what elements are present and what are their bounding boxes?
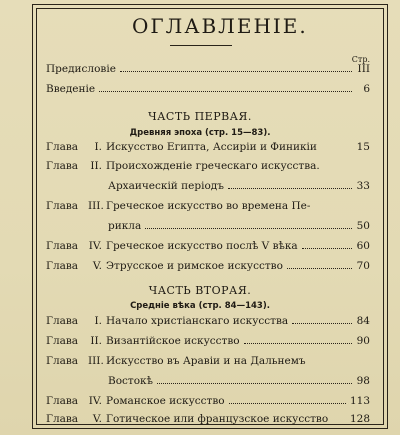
dot-leader: [287, 268, 352, 269]
toc-page-number: 84: [356, 315, 370, 327]
toc-row-chapter: [46, 313, 370, 327]
part-heading: ЧАСТЬ ВТОРАЯ.: [148, 284, 252, 297]
chapter-label: Глава: [46, 141, 79, 153]
dot-leader: [292, 323, 352, 324]
dot-leader: [229, 403, 346, 404]
era-subheading: Древняя эпоха (стр. 15—83).: [129, 128, 271, 138]
chapter-number: V.: [92, 413, 102, 425]
toc-entry-text: Архаическій періодъ: [108, 180, 224, 192]
dot-leader: [228, 188, 352, 189]
toc-row-chapter: [46, 258, 370, 272]
toc-row-chapter: [46, 411, 370, 425]
toc-page-number: 128: [349, 413, 370, 425]
toc-row-chapter: [46, 393, 370, 407]
toc-row-continuation: [108, 218, 370, 232]
chapter-number: I.: [94, 315, 102, 327]
toc-entry-text: Искусство Египта, Ассиріи и Финикіи: [106, 141, 317, 153]
toc-row-chapter: [46, 158, 370, 172]
toc-entry-text: Романское искусство: [106, 395, 225, 407]
chapter-label: Глава: [46, 160, 79, 172]
toc-page-number: 90: [356, 335, 370, 347]
dot-leader: [302, 248, 352, 249]
chapter-number: III.: [88, 355, 104, 367]
part-heading: ЧАСТЬ ПЕРВАЯ.: [148, 110, 252, 123]
chapter-label: Глава: [46, 315, 79, 327]
toc-page-number: 50: [356, 220, 370, 232]
toc-row-chapter: [46, 238, 370, 252]
toc-page-number: 70: [356, 260, 370, 272]
page-column-header: Стр.: [351, 55, 370, 64]
title-rule: [170, 45, 232, 46]
toc-page-number: 113: [349, 395, 370, 407]
dot-leader: [99, 91, 352, 92]
chapter-label: Глава: [46, 335, 79, 347]
toc-entry-text: Этрусское и римское искусство: [106, 260, 283, 272]
toc-entry-text: Происхожденіе греческаго искусства.: [106, 160, 320, 172]
era-subheading: Средніе вѣка (стр. 84—143).: [130, 301, 270, 311]
chapter-number: IV.: [88, 240, 102, 252]
toc-page-number: 33: [356, 180, 370, 192]
toc-page-number: 6: [363, 83, 370, 95]
toc-entry-text: рикла: [108, 220, 142, 232]
chapter-label: Глава: [46, 260, 79, 272]
toc-entry-text: Готическое или французское искусство: [106, 413, 329, 425]
chapter-label: Глава: [46, 413, 79, 425]
toc-entry-text: Востокѣ: [108, 375, 153, 387]
toc-entry-text: Искусство въ Аравіи и на Дальнемъ: [106, 355, 306, 367]
toc-entry-text: Греческое искусство во времена Пе-: [106, 200, 311, 212]
toc-page-number: III: [357, 63, 370, 75]
chapter-number: II.: [90, 160, 102, 172]
toc-entry-text: Введеніе: [46, 83, 96, 95]
chapter-label: Глава: [46, 240, 79, 252]
chapter-number: III.: [88, 200, 104, 212]
dot-leader: [244, 343, 352, 344]
chapter-label: Глава: [46, 355, 79, 367]
chapter-label: Глава: [46, 200, 79, 212]
toc-entry-text: Предисловіе: [46, 63, 116, 75]
dot-leader: [145, 228, 352, 229]
page-title: ОГЛАВЛЕНІЕ.: [132, 14, 308, 38]
toc-row-continuation: [108, 178, 370, 192]
toc-entry-text: Начало христіанскаго искусства: [106, 315, 289, 327]
dot-leader: [120, 71, 352, 72]
toc-page-number: 15: [356, 141, 370, 153]
chapter-number: I.: [94, 141, 102, 153]
chapter-label: Глава: [46, 395, 79, 407]
toc-row-preface: [46, 61, 370, 75]
toc-row-chapter: [46, 353, 370, 367]
toc-row-chapter: [46, 139, 370, 153]
toc-row-chapter: [46, 198, 370, 212]
toc-entry-text: Греческое искусство послѣ V вѣка: [106, 240, 298, 252]
toc-row-chapter: [46, 333, 370, 347]
toc-row-introduction: [46, 81, 370, 95]
chapter-number: V.: [92, 260, 102, 272]
toc-page-number: 60: [356, 240, 370, 252]
chapter-number: II.: [90, 335, 102, 347]
dot-leader: [157, 383, 352, 384]
toc-row-continuation: [108, 373, 370, 387]
chapter-number: IV.: [88, 395, 102, 407]
toc-page-number: 98: [356, 375, 370, 387]
toc-entry-text: Византійское искусство: [106, 335, 240, 347]
